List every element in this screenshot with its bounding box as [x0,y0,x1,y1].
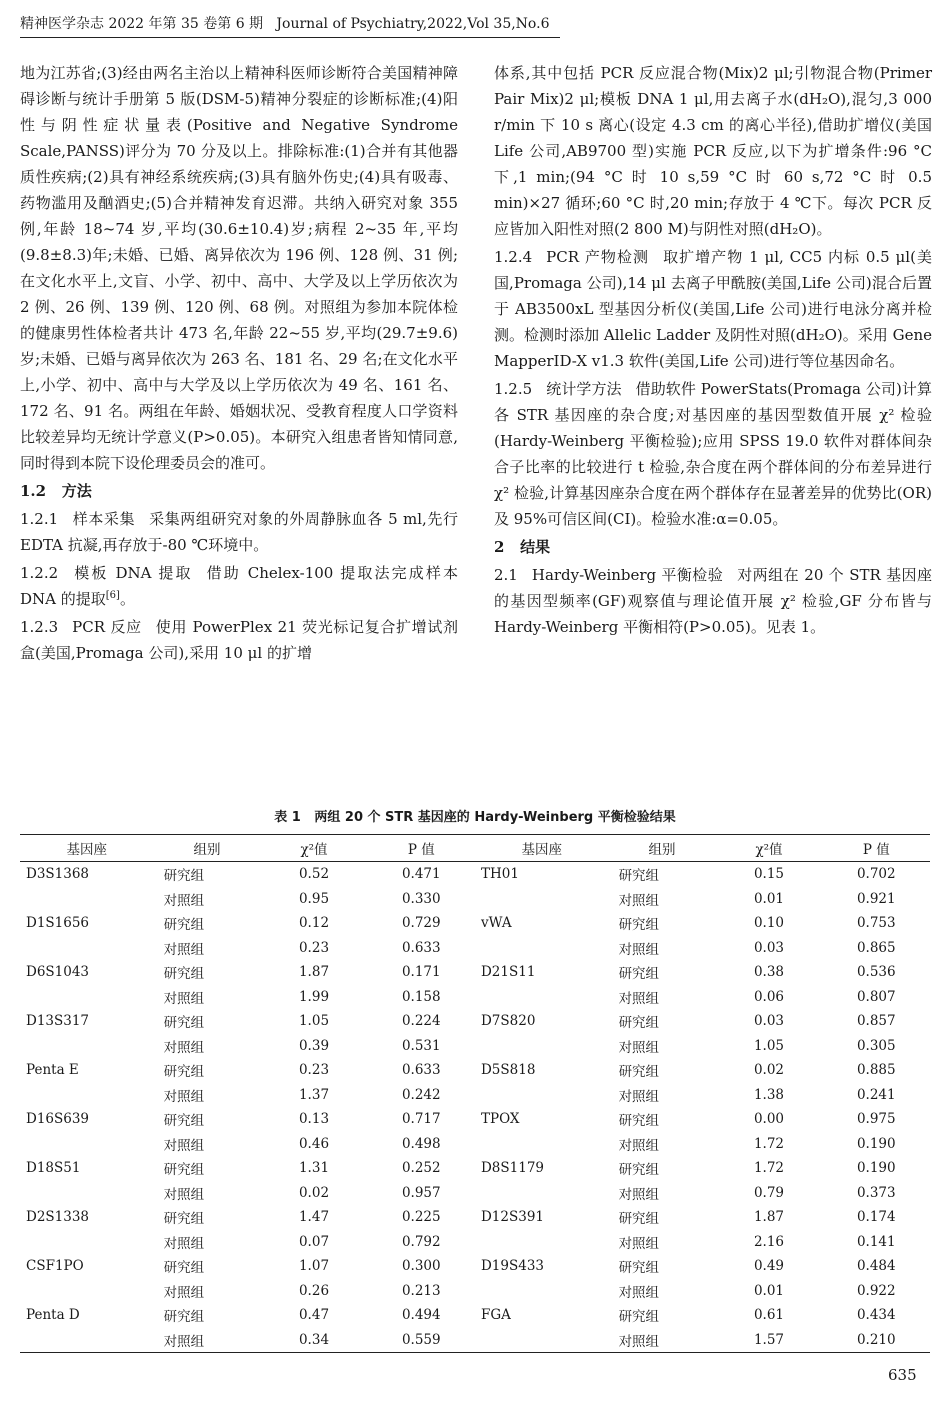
subsection-statistics [494,376,932,532]
table-header-row [20,835,930,862]
chi-square-cell: 0.38 [753,964,785,981]
chi-square-cell: 1.72 [753,1135,785,1152]
locus-cell [20,1230,154,1255]
locus-cell [20,1328,154,1353]
chi-square-cell: 0.00 [753,1111,785,1128]
group-cell: 对照组 [618,1137,660,1154]
p-value-cell: 0.242 [401,1086,441,1103]
chi-square-cell: 0.23 [298,939,330,956]
journal-title-en: Journal of Psychiatry,2022,Vol 35,No.6 [276,16,550,32]
group-cell: 研究组 [618,868,660,885]
subsection-number: 2.1 [494,566,518,584]
sentence-end: 。 [119,590,135,608]
column-header: 组别 [648,842,676,858]
group-cell: 对照组 [163,941,205,958]
group-cell: 对照组 [163,1088,205,1105]
subsection-number: 1.2.2 [20,564,59,582]
chi-square-cell: 0.34 [298,1331,330,1348]
section-heading-methods [20,478,458,504]
p-value-cell: 0.241 [856,1086,896,1103]
p-value-cell: 0.213 [401,1282,441,1299]
p-value-cell: 0.865 [856,939,896,956]
locus-cell: D21S11 [480,964,536,981]
chi-square-cell: 1.57 [753,1331,785,1348]
page-number: 635 [888,1366,917,1384]
p-value-cell: 0.190 [856,1160,896,1177]
p-value-cell: 0.633 [401,1062,441,1079]
p-value-cell: 0.171 [401,964,441,981]
section-heading-results [494,534,932,560]
group-cell: 对照组 [618,1235,660,1252]
p-value-cell: 0.210 [856,1331,896,1348]
p-value-cell: 0.305 [856,1037,896,1054]
p-value-cell: 0.729 [401,915,441,932]
p-value-cell: 0.921 [856,890,896,907]
p-value-cell: 0.174 [856,1209,896,1226]
subsection-dna-extraction [20,560,458,612]
locus-cell [475,1230,609,1255]
column-header: χ²值 [300,842,328,858]
p-value-cell: 0.957 [401,1184,441,1201]
locus-cell: D12S391 [480,1209,545,1226]
subsection-sampling [20,506,458,558]
subsection-text: 使用 PowerPlex 21 荧光标记复合扩增试剂盒(美国,Promaga 公司),采用 10 μl 的扩增 [20,618,458,662]
p-value-cell: 0.975 [856,1111,896,1128]
group-cell: 对照组 [618,1186,660,1203]
subsection-number: 1.2.4 [494,248,533,266]
subsection-number: 1.2.1 [20,510,59,528]
p-value-cell: 0.224 [401,1013,441,1030]
chi-square-cell: 0.47 [298,1307,330,1324]
locus-cell [475,1181,609,1206]
chi-square-cell: 1.87 [298,964,330,981]
locus-cell: D18S51 [26,1160,81,1177]
p-value-cell: 0.857 [856,1013,896,1030]
table-row [20,887,930,912]
locus-cell [475,985,609,1010]
subsection-text: 采集两组研究对象的外周静脉血各 5 ml,先行 EDTA 抗凝,再存放于-80 ℃环境中。 [20,510,458,554]
group-cell: 研究组 [163,868,205,885]
chi-square-cell: 1.38 [753,1086,785,1103]
table-row [20,1230,930,1255]
chi-square-cell: 0.23 [298,1062,330,1079]
column-header: 基因座 [521,842,563,858]
locus-cell [20,1132,154,1157]
column-header: P 值 [407,842,435,858]
locus-cell: TPOX [480,1111,520,1128]
table-row [20,1083,930,1108]
table-row [20,1303,930,1328]
locus-cell: D16S639 [26,1111,90,1128]
p-value-cell: 0.559 [401,1331,441,1348]
locus-cell [20,1279,154,1304]
chi-square-cell: 0.95 [298,890,330,907]
chi-square-cell: 0.01 [753,1282,785,1299]
chi-square-cell: 1.07 [298,1258,330,1275]
group-cell: 研究组 [163,1064,205,1081]
table-row [20,1058,930,1083]
locus-cell [475,1034,609,1059]
p-value-cell: 0.373 [856,1184,896,1201]
subsection-number: 1.2.5 [494,380,533,398]
locus-cell: D2S1338 [26,1209,90,1226]
chi-square-cell: 0.61 [753,1307,785,1324]
table-row [20,1254,930,1279]
chi-square-cell: 0.79 [753,1184,785,1201]
locus-cell: TH01 [480,866,519,883]
group-cell: 对照组 [618,892,660,909]
chi-square-cell: 0.13 [298,1111,330,1128]
p-value-cell: 0.536 [856,964,896,981]
group-cell: 研究组 [163,1309,205,1326]
chi-square-cell: 0.01 [753,890,785,907]
p-value-cell: 0.158 [401,988,441,1005]
locus-cell [475,1279,609,1304]
locus-cell [20,1034,154,1059]
chi-square-cell: 1.05 [298,1013,330,1030]
chi-square-cell: 0.02 [753,1062,785,1079]
table-caption [20,808,930,828]
table-row [20,862,930,887]
p-value-cell: 0.225 [401,1209,441,1226]
chi-square-cell: 1.72 [753,1160,785,1177]
chi-square-cell: 0.46 [298,1135,330,1152]
subsection-title: 样本采集 [72,510,136,528]
p-value-cell: 0.753 [856,915,896,932]
chi-square-cell: 0.10 [753,915,785,932]
subsection-title: 统计学方法 [546,380,622,398]
chi-square-cell: 0.49 [753,1258,785,1275]
group-cell: 对照组 [163,892,205,909]
locus-cell [475,936,609,961]
section-title: 方法 [61,482,92,500]
group-cell: 研究组 [163,1260,205,1277]
locus-cell: D3S1368 [26,866,90,883]
chi-square-cell: 0.07 [298,1233,330,1250]
p-value-cell: 0.252 [401,1160,441,1177]
group-cell: 研究组 [618,966,660,983]
group-cell: 对照组 [618,1333,660,1350]
chi-square-cell: 0.26 [298,1282,330,1299]
locus-cell [20,887,154,912]
p-value-cell: 0.141 [856,1233,896,1250]
p-value-cell: 0.300 [401,1258,441,1275]
p-value-cell: 0.494 [401,1307,441,1324]
group-cell: 研究组 [163,1162,205,1179]
p-value-cell: 0.330 [401,890,441,907]
locus-cell: D6S1043 [26,964,90,981]
locus-cell [20,936,154,961]
table-row [20,1279,930,1304]
group-cell: 研究组 [163,1113,205,1130]
group-cell: 研究组 [618,1015,660,1032]
table-row [20,960,930,985]
chi-square-cell: 1.05 [753,1037,785,1054]
chi-square-cell: 0.03 [753,939,785,956]
chi-square-cell: 2.16 [753,1233,785,1250]
column-header: 基因座 [66,842,108,858]
subsection-text: 借助 Chelex-100 提取法完成样本 DNA 的提取 [20,564,458,608]
p-value-cell: 0.885 [856,1062,896,1079]
group-cell: 研究组 [163,966,205,983]
locus-cell: FGA [480,1307,511,1324]
p-value-cell: 0.922 [856,1282,896,1299]
pcr-continued-paragraph: 体系,其中包括 PCR 反应混合物(Mix)2 μl;引物混合物(Primer Pair Mix)2 μl;模板 DNA 1 μl,用去离子水(dH₂O),混匀,3 000 r/min 下 10 s 离心(设定 4.3 cm 的离心半径),借助扩增仪(美国 Life 公司,AB9700 型)实施 PCR 反应,以下为扩增条件:96 °C 下,1 min;(94 °C 时 10 s,59 °C 时 60 s,72 °C 时 0.5 min)×27 循环;60 °C 时,20 min;存放于 4 ℃下。每次 PCR 反应皆加入阳性对照(2 800 M)与阴性对照(dH₂O)。 [494,64,932,238]
table-caption-title: 两组 20 个 STR 基因座的 Hardy-Weinberg 平衡检验结果 [314,810,676,825]
table-row [20,1009,930,1034]
subsection-text: 对两组在 20 个 STR 基因座的基因型频率(GF)观察值与理论值开展 χ² 检验,GF 分布皆与 Hardy-Weinberg 平衡相符(P>0.05)。见表 1。 [494,566,932,636]
group-cell: 对照组 [163,1235,205,1252]
table-row [20,911,930,936]
table-row [20,1328,930,1353]
locus-cell [20,1083,154,1108]
group-cell: 研究组 [618,917,660,934]
group-cell: 对照组 [618,990,660,1007]
inclusion-paragraph: 地为江苏省;(3)经由两名主治以上精神科医师诊断符合美国精神障碍诊断与统计手册第 5 版(DSM-5)精神分裂症的诊断标准;(4)阳性与阴性症状量表(Positive and Negative Syndrome Scale,PANSS)评分为 70 分及以上。排除标准:(1)合并有其他器质性疾病;(2)具有神经系统疾病;(3)具有脑外伤史;(4)具有吸毒、药物滥用及酗酒史;(5)合并精神发育迟滞。共纳入研究对象 355 例,年龄 18~74 岁,平均(30.6±10.4)岁;病程 2~35 年,平均(9.8±8.3)年;未婚、已婚、离异依次为 196 例、128 例、31 例;在文化水平上,文盲、小学、初中、高中、大学及以上学历依次为 2 例、26 例、139 例、120 例、68 例。对照组为参加本院体检的健康男性体检者共计 473 名,年龄 22~55 岁,平均(29.7±9.6)岁;未婚、已婚与离异依次为 263 名、181 名、29 名;在文化水平上,小学、初中、高中与大学及以上学历依次为 49 名、161 名、172 名、91 名。两组在年龄、婚姻状况、受教育程度人口学资料比较差异均无统计学意义(P>0.05)。本研究入组患者皆知情同意,同时得到本院下设伦理委员会的准可。 [20,64,458,472]
locus-cell [475,1132,609,1157]
locus-cell: vWA [480,915,512,932]
chi-square-cell: 1.99 [298,988,330,1005]
left-column [20,60,458,668]
group-cell: 研究组 [163,1015,205,1032]
p-value-cell: 0.633 [401,939,441,956]
group-cell: 研究组 [618,1309,660,1326]
locus-cell: D1S1656 [26,915,90,932]
group-cell: 研究组 [163,917,205,934]
p-value-cell: 0.190 [856,1135,896,1152]
p-value-cell: 0.471 [401,866,441,883]
group-cell: 研究组 [618,1162,660,1179]
right-column [494,60,932,642]
group-cell: 对照组 [618,1284,660,1301]
group-cell: 研究组 [618,1113,660,1130]
chi-square-cell: 0.12 [298,915,330,932]
journal-title-cn: 精神医学杂志 2022 年第 35 卷第 6 期 [20,16,264,32]
table-row [20,1132,930,1157]
locus-cell: Penta D [26,1307,80,1324]
locus-cell: D7S820 [480,1013,536,1030]
p-value-cell: 0.498 [401,1135,441,1152]
chi-square-cell: 1.87 [753,1209,785,1226]
group-cell: 对照组 [163,1039,205,1056]
p-value-cell: 0.531 [401,1037,441,1054]
chi-square-cell: 1.37 [298,1086,330,1103]
section-number: 1.2 [20,482,47,500]
chi-square-cell: 1.31 [298,1160,330,1177]
table-row [20,1034,930,1059]
locus-cell: D13S317 [26,1013,90,1030]
table-body [20,862,930,1353]
group-cell: 对照组 [618,1039,660,1056]
column-header: P 值 [862,842,890,858]
group-cell: 研究组 [163,1211,205,1228]
chi-square-cell: 0.06 [753,988,785,1005]
table-caption-label: 表 1 [274,810,301,825]
subsection-title: PCR 反应 [72,618,142,636]
subsection-product-detection [494,244,932,374]
p-value-cell: 0.434 [856,1307,896,1324]
locus-cell: D19S433 [480,1258,545,1275]
running-header [20,12,560,38]
p-value-cell: 0.702 [856,866,896,883]
column-header: 组别 [193,842,221,858]
p-value-cell: 0.717 [401,1111,441,1128]
subsection-text: 取扩增产物 1 μl, CC5 内标 0.5 μl(美国,Promaga 公司),14 μl 去离子甲酰胺(美国,Life 公司)混合后置于 AB3500xL 型基因分析仪(美国,Life 公司)进行电泳分离并检测。检测时添加 Allelic Ladder 及阴性对照(dH₂O)。采用 Gene MapperID-X v1.3 软件(美国,Life 公司)进行等位基因命名。 [494,248,932,370]
group-cell: 研究组 [618,1211,660,1228]
group-cell: 研究组 [618,1064,660,1081]
chi-square-cell: 0.03 [753,1013,785,1030]
group-cell: 对照组 [163,1333,205,1350]
subsection-title: Hardy-Weinberg 平衡检验 [531,566,724,584]
locus-cell [475,1328,609,1353]
locus-cell: Penta E [26,1062,79,1079]
table-row [20,1107,930,1132]
group-cell: 对照组 [163,1186,205,1203]
group-cell: 对照组 [618,941,660,958]
group-cell: 研究组 [618,1260,660,1277]
locus-cell [475,887,609,912]
section-title: 结果 [520,538,551,556]
locus-cell: CSF1PO [26,1258,84,1275]
group-cell: 对照组 [163,1137,205,1154]
locus-cell [20,1181,154,1206]
group-cell: 对照组 [163,990,205,1007]
p-value-cell: 0.792 [401,1233,441,1250]
subsection-hwe [494,562,932,640]
p-value-cell: 0.484 [856,1258,896,1275]
table-row [20,985,930,1010]
chi-square-cell: 0.02 [298,1184,330,1201]
subsection-title: 模板 DNA 提取 [72,564,193,582]
chi-square-cell: 0.15 [753,866,785,883]
subsection-pcr [20,614,458,666]
subsection-number: 1.2.3 [20,618,59,636]
chi-square-cell: 0.52 [298,866,330,883]
chi-square-cell: 0.39 [298,1037,330,1054]
hwe-results-table [20,834,930,1353]
chi-square-cell: 1.47 [298,1209,330,1226]
table-row [20,936,930,961]
subsection-text: 借助软件 PowerStats(Promaga 公司)计算各 STR 基因座的杂合度;对基因座的基因型数值开展 χ² 检验(Hardy-Weinberg 平衡检验);应用 SPSS 19.0 软件对群体间杂合子比率的比较进行 t 检验,杂合度在两个群体间的分布差异进行 χ² 检验,计算基因座杂合度在两个群体存在显著差异的优势比(OR)及 95%可信区间(CI)。检验水准:α=0.05。 [494,380,932,528]
locus-cell: D5S818 [480,1062,536,1079]
subsection-title: PCR 产物检测 [546,248,650,266]
group-cell: 对照组 [618,1088,660,1105]
column-header: χ²值 [755,842,783,858]
p-value-cell: 0.807 [856,988,896,1005]
section-number: 2 [494,538,505,556]
group-cell: 对照组 [163,1284,205,1301]
citation-ref: [6] [105,590,120,601]
locus-cell: D8S1179 [480,1160,545,1177]
table-row [20,1156,930,1181]
locus-cell [475,1083,609,1108]
locus-cell [20,985,154,1010]
table-row [20,1181,930,1206]
table-row [20,1205,930,1230]
